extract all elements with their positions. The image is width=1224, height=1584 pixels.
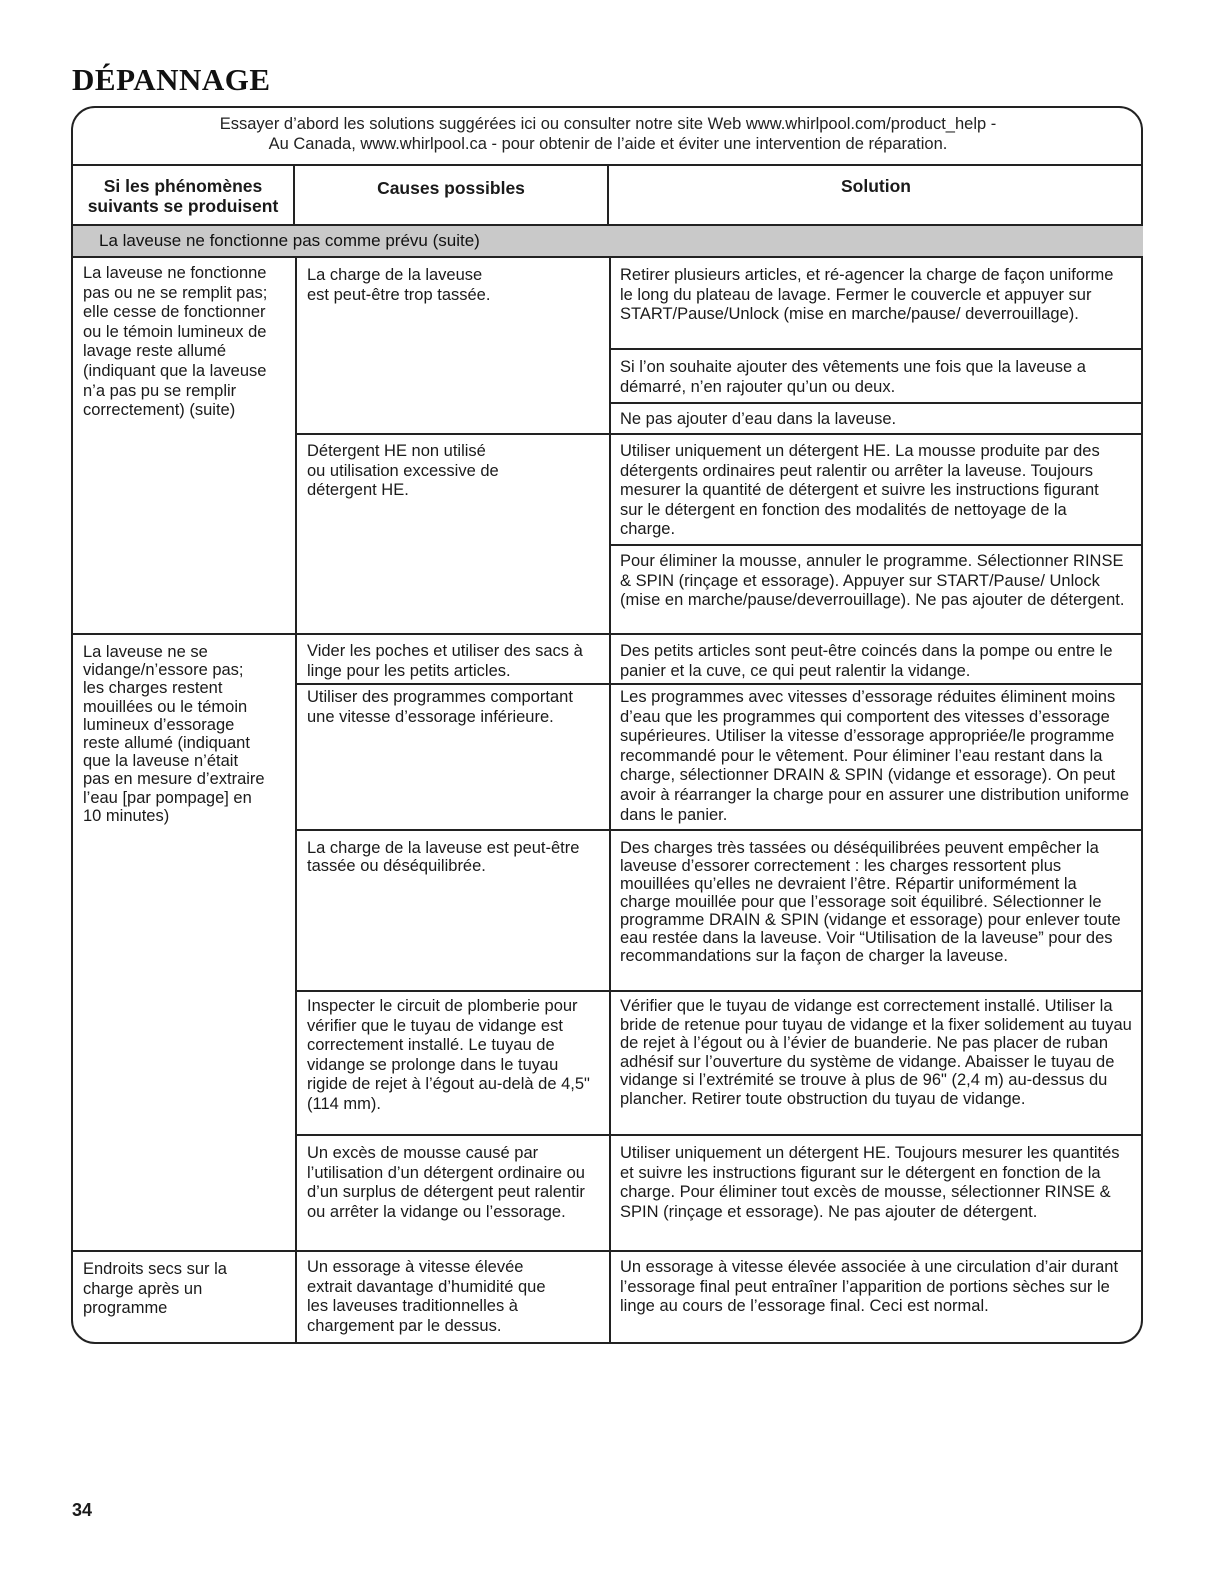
intro-line-2: Au Canada, www.whirlpool.ca - pour obtenir de l’aide et éviter une intervention de réparation. (268, 135, 948, 153)
cause-cell: Inspecter le circuit de plomberie pour vérifier que le tuyau de vidange est correctement installé. Le tuyau de vidange se prolonge dans le tuyau rigide de rejet à l’égout au-delà de 4,5" (114 mm). (307, 997, 590, 1113)
solution-cell: Pour éliminer la mousse, annuler le programme. Sélectionner RINSE & SPIN (rinçage et essorage). Appuyer sur START/Pause/ Unlock (mise en marche/pause/deverrouillage). Ne pas ajouter de détergent. (620, 552, 1125, 610)
cause-cell: La charge de la laveuse est peut-être tassée ou déséquilibrée. (307, 839, 580, 875)
header-cause: Causes possibles (295, 166, 609, 224)
cause-cell: Un essorage à vitesse élevée extrait davantage d’humidité que les laveuses traditionnelles à chargement par le dessus. (307, 1258, 546, 1335)
group-divider (73, 633, 1143, 635)
table-header (73, 164, 1143, 224)
solution-cell: Des petits articles sont peut-être coincés dans la pompe ou entre le panier et la cuve, ce qui peut ralentir la vidange. (620, 642, 1113, 680)
solution-cell: Si l’on souhaite ajouter des vêtements une fois que la laveuse a démarré, n’en rajouter qu’un ou deux. (620, 358, 1086, 396)
intro-line-1: Essayer d’abord les solutions suggérées ici ou consulter notre site Web www.whirlpool.com/product_help - (219, 115, 997, 133)
cause-cell: Détergent HE non utilisé ou utilisation excessive de détergent HE. (307, 442, 499, 500)
solution-cell: Retirer plusieurs articles, et ré-agencer la charge de façon uniforme le long du plateau de lavage. Fermer le couvercle et appuyer sur START/Pause/Unlock (mise en marche/pause/ deverrouillage). (620, 266, 1114, 324)
page-title: DÉPANNAGE (72, 62, 271, 97)
section-title: La laveuse ne fonctionne pas comme prévu (suite) (73, 224, 1143, 258)
solution-cell: Les programmes avec vitesses d’essorage réduites éliminent moins d’eau que les programmes qui comportent des vitesses d’essorage supérieures. Utiliser la vitesse d’essorage appropriée/le programme recommandé pour le vêtement. Pour éliminer l’eau restant dans la charge, sélectionner DRAIN & SPIN (vidange et essorage). On peut avoir à réarranger la charge pour en assurer une distribution uniforme dans le panier. (620, 688, 1130, 824)
cause-cell: Un excès de mousse causé par l’utilisation d’un détergent ordinaire ou d’un surplus de détergent peut ralentir ou arrêter la vidange ou l’essorage. (307, 1144, 585, 1221)
header-symptom: Si les phénomènes suivants se produisent (73, 166, 295, 224)
column-divider (609, 258, 611, 1344)
row-divider (295, 1134, 1143, 1136)
group-divider (73, 1250, 1143, 1252)
row-divider (609, 544, 1143, 546)
row-divider (295, 683, 1143, 685)
row-divider (609, 348, 1143, 350)
row-divider (295, 829, 1143, 831)
cause-cell: Vider les poches et utiliser des sacs à linge pour les petits articles. (307, 642, 583, 680)
solution-cell: Des charges très tassées ou déséquilibrées peuvent empêcher la laveuse d’essorer correctement : les charges ressortent plus mouillées qu’elles ne devraient l’être. Répartir uniformément la charge mouillée pour que l’essorage soit équilibré. Sélectionner le programme DRAIN & SPIN (vidange et essorage) pour enlever toute eau restée dans la laveuse. Voir “Utilisation de la laveuse” pour des recommandations sur la façon de charger la laveuse. (620, 839, 1121, 965)
row-divider (609, 402, 1143, 404)
symptom-cell: Endroits secs sur la charge après un programme (83, 1260, 227, 1318)
solution-cell: Utiliser uniquement un détergent HE. La mousse produite par des détergents ordinaires peut ralentir ou arrêter la laveuse. Toujours mesurer la quantité de détergent et suivre les instructions figurant sur le détergent en fonction des modalités de nettoyage de la charge. (620, 442, 1100, 539)
cause-cell: La charge de la laveuse est peut-être trop tassée. (307, 266, 491, 304)
solution-cell: Un essorage à vitesse élevée associée à une circulation d’air durant l’essorage final peut entraîner l’apparition de portions sèches sur le linge au cours de l’essorage final. Ceci est normal. (620, 1258, 1119, 1316)
cause-cell: Utiliser des programmes comportant une vitesse d’essorage inférieure. (307, 688, 573, 726)
solution-cell: Ne pas ajouter d’eau dans la laveuse. (620, 410, 897, 428)
page-number: 34 (72, 1500, 93, 1520)
row-divider (295, 433, 1143, 435)
row-divider (295, 990, 1143, 992)
solution-cell: Vérifier que le tuyau de vidange est correctement installé. Utiliser la bride de retenue pour tuyau de vidange et la fixer solidement au tuyau de rejet à l’égout ou à l’évier de buanderie. Ne pas placer de ruban adhésif sur l’ouverture du système de vidange. Abaisser le tuyau de vidange si l’extrémité se trouve à plus de 96" (2,4 m) au-dessus du plancher. Retirer toute obstruction du tuyau de vidange. (620, 997, 1132, 1108)
intro-text (73, 114, 1143, 154)
symptom-cell: La laveuse ne fonctionne pas ou ne se remplit pas; elle cesse de fonctionner ou le témoin lumineux de lavage reste allumé (indiquant que la laveuse n’a pas pu se remplir correctement) (suite) (83, 264, 268, 420)
column-divider (295, 258, 297, 1344)
header-solution: Solution (841, 176, 911, 196)
symptom-cell: La laveuse ne se vidange/n’essore pas; les charges restent mouillées ou le témoin lumineux d’essorage reste allumé (indiquant que la laveuse n’était pas en mesure d’extraire l’eau [par pompage] en 10 minutes) (83, 643, 265, 825)
solution-cell: Utiliser uniquement un détergent HE. Toujours mesurer les quantités et suivre les instructions figurant sur le détergent en fonction de la charge. Pour éliminer tout excès de mousse, sélectionner RINSE & SPIN (rinçage et essorage). Ne pas ajouter de détergent. (620, 1144, 1120, 1221)
